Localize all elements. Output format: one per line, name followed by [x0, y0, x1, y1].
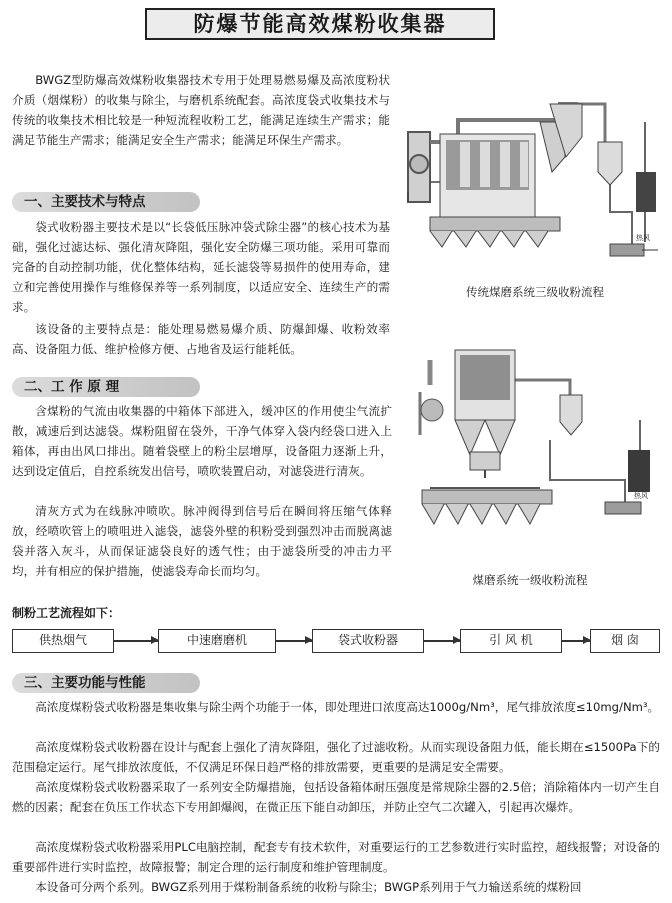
- flow-arrow: [562, 640, 590, 642]
- flow-step-mill: 中速磨磨机: [158, 629, 276, 653]
- single-stage-process-diagram: [400, 340, 662, 568]
- page-title: 防爆节能高效煤粉收集器: [145, 8, 495, 40]
- traditional-process-diagram: [400, 82, 662, 280]
- flow-step-bag-collector: 袋式收粉器: [312, 629, 424, 653]
- intro-paragraph: BWGZ型防爆高效煤粉收集器技术专用于处理易燃易爆及高浓度粉状介质（烟煤粉）的收集与除尘，与磨机系统配套。高浓度袋式收集技术与传统的收集技术相比较是一种短流程收粉工艺，能满足连续生产需求；能满足节能生产需求；能满足安全生产需求；能满足环保生产需求。: [12, 73, 390, 147]
- flow-arrow: [424, 640, 460, 642]
- section2-heading: 二、工 作 原 理: [12, 377, 200, 397]
- flow-step-chimney: 烟 囱: [590, 629, 660, 653]
- flow-arrow: [276, 640, 312, 642]
- hot-air-label-2: 热风: [634, 492, 648, 500]
- section1-paragraph-2: 该设备的主要特点是：能处理易燃易爆介质、防爆卸爆、收粉效率高、设备阻力低、维护检修方便、占地省及运行能耗低。: [12, 322, 390, 356]
- section3-paragraph-3: 高浓度煤粉袋式收粉器采取了一系列安全防爆措施，包括设备箱体耐压强度是常规除尘器的2.5倍；消除箱体内一切产生自燃的因素；配套在负压工作状态下专用卸爆阀，在微正压下能自动卸压，并防止空气二次罐入，引起再次爆炸。: [12, 780, 660, 814]
- flow-step-induced-fan: 引 风 机: [460, 629, 562, 653]
- section3-paragraph-1: 高浓度煤粉袋式收粉器是集收集与除尘两个功能于一体，即处理进口浓度高达1000g/Nm³，尾气排放浓度≤10mg/Nm³。: [35, 700, 660, 714]
- flow-arrow: [114, 640, 158, 642]
- flow-title: 制粉工艺流程如下：: [12, 606, 121, 620]
- section2-paragraph-2: 清灰方式为在线脉冲喷吹。脉冲阀得到信号后在瞬间将压缩气体释放，经喷吹管上的喷咀进入滤袋，滤袋外壁的积粉受到强烈冲击而脱离滤袋并落入灰斗，从而保证滤袋良好的透气性；由于滤袋所受的冲击力平均，并有相应的保护措施，使滤袋寿命长而均匀。: [12, 504, 392, 578]
- hot-air-label-1: 热风: [636, 234, 650, 242]
- section1-heading: 一、主要技术与特点: [12, 192, 200, 212]
- section2-paragraph-1: 含煤粉的气流由收集器的中箱体下部进入，缓冲区的作用使尘气流扩散，减速后到达滤袋。煤粉阻留在袋外，干净气体穿入袋内经袋口进入上箱体，再由出风口排出。随着袋壁上的粉尘层增厚，设备阻力逐渐上升，达到设定值后，自控系统发出信号，喷吹装置启动，对滤袋进行清灰。: [12, 404, 392, 478]
- section3-paragraph-4: 高浓度煤粉袋式收粉器采用PLC电脑控制，配套专有技术软件，对重要运行的工艺参数进行实时监控，超线报警；对设备的重要部件进行实时监控，故障报警；制定合理的运行制度和维护管理制度。: [12, 840, 660, 874]
- fig1-caption: 传统煤磨系统三级收粉流程: [466, 285, 604, 299]
- section3-paragraph-2: 高浓度煤粉袋式收粉器在设计与配套上强化了清灰降阻，强化了过滤收粉。从而实现设备阻力低，能长期在≤1500Pa下的范围稳定运行。尾气排放浓度低，不仅满足环保日趋严格的排放需要，更重要的是满足安全需要。: [12, 740, 660, 774]
- section3-heading: 三、主要功能与性能: [12, 673, 200, 693]
- section1-paragraph-1: 袋式收粉器主要技术是以“长袋低压脉冲袋式除尘器”的核心技术为基础，强化过滤达标、强化清灰降阻，强化安全防爆三项功能。采用可靠而完备的自动控制功能，优化整体结构，延长滤袋等易损件的使用寿命，建立和完善使用操作与维修保养等一系列制度，以适应安全、连续生产的需求。: [12, 220, 390, 314]
- section3-paragraph-5: 本设备可分两个系列。BWGZ系列用于煤粉制备系统的收粉与除尘；BWGP系列用于气力输送系统的煤粉回: [35, 880, 582, 894]
- flow-step-hot-flue-gas: 供热烟气: [12, 629, 114, 653]
- fig2-caption: 煤磨系统一级收粉流程: [472, 573, 588, 587]
- process-flow: [12, 629, 660, 655]
